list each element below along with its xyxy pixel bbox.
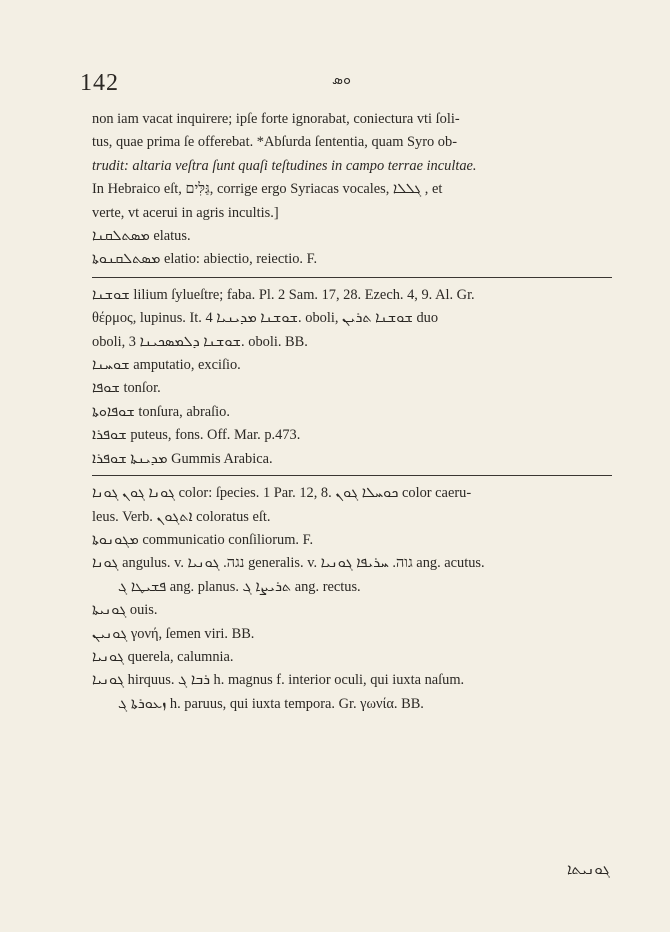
intro-line: trudit: altaria veſtra ſunt quaſi teſtudines in campo terrae incultae. <box>92 157 477 174</box>
dictionary-entry: θέρμος, lupinus. It. ܫܘܫܢܐ ܡܕܝܢܝܐ 4. oboli, ܫܘܫܢܐ ܬܪܝܢ duo <box>92 310 439 327</box>
dictionary-entry: ܙܥܘܪܬܐ ܓ h. paruus, qui iuxta tempora. Gr. γωνία. BB. <box>118 695 424 712</box>
dictionary-entry: leus. Verb. ܐܬܓܘܢ coloratus eſt. <box>92 508 271 525</box>
intro-line: verte, vt acerui in agris incultis.] <box>92 204 279 221</box>
dictionary-entry: oboli, ܫܘܫܢܐ ܕܠܡܣܟܝܢܐ 3. oboli. BB. <box>92 333 308 350</box>
dictionary-entry: ܡܣܬܠܩܢܐ elatus. <box>92 228 191 245</box>
dictionary-entry: ܡܣܬܠܩܢܘܬܐ elatio: abiectio, reiectio. F. <box>92 251 318 268</box>
intro-line: non iam vacat inquirere; ipſe forte ignorabat, coniectura vti ſoli- <box>92 111 460 127</box>
dictionary-entry: ܦܫܝܛܐ ܓ ang. planus. ܬܪܝܨܐ ܓ ang. rectus. <box>118 578 361 595</box>
intro-line: In Hebraico eſt, גַּלִּים, corrige ergo Syriacas vocales, ܓܠܠܐ , et <box>92 181 443 198</box>
dictionary-entry: ܫܘܚܢܐ amputatio, exciſio. <box>92 357 241 374</box>
dictionary-entry: ܫܘܦܪܐ puteus, fons. Off. Mar. p.473. <box>92 427 301 444</box>
dictionary-entry: ܫܘܦܐܘܬܐ tonſura, abraſio. <box>92 403 230 420</box>
dictionary-entry: ܓܘܢܐ ܓܘܢ ܓܘܢܐ color: ſpecies. 1 Par. 12, 8. ܟܘܚܠܐ ܓܘܢ color caeru- <box>92 485 472 502</box>
dictionary-entry: ܓܘܢܝܢ γονή, ſemen viri. BB. <box>92 625 255 642</box>
dictionary-entry: ܡܕܝܢܬܐ ܫܘܦܪܐ Gummis Arabica. <box>92 450 273 467</box>
section-divider <box>92 475 612 476</box>
dictionary-entry: ܫܘܫܢܐ lilium ſylueſtre; faba. Pl. 2 Sam. 17, 28. Ezech. 4, 9. Al. Gr. <box>92 286 475 303</box>
dictionary-entry: ܫܘܦܐ tonſor. <box>92 380 161 397</box>
intro-paragraph <box>92 108 612 225</box>
section-divider <box>92 277 612 278</box>
intro-line: tus, quae prima ſe offerebat. *Abſurda ſententia, quam Syro ob- <box>92 134 457 151</box>
lexicon-body <box>92 108 612 716</box>
page-number: 142 <box>80 70 119 96</box>
running-head: ܘܣ <box>332 72 351 88</box>
dictionary-entry: ܓܘܢܝܐ querela, calumnia. <box>92 648 234 665</box>
dictionary-entry: ܓܘܢܝܐ hirquus. ܪܒܐ ܓ h. magnus f. interior oculi, qui iuxta naſum. <box>92 672 465 689</box>
dictionary-entry: ܓܘܢܝܬܐ ouis. <box>92 602 158 619</box>
dictionary-entry: ܓܘܢܐ angulus. v. נגה. ܓܘܢܝܐ generalis. v. גוה. ܚܪܝܦܐ ܓܘܢܝܐ ang. acutus. <box>92 555 485 572</box>
dictionary-entry: ܡܓܘܢܘܬܐ communicatio conſiliorum. F. <box>92 531 314 548</box>
catchword: ܓܘܢܝܬܐ <box>567 860 610 878</box>
